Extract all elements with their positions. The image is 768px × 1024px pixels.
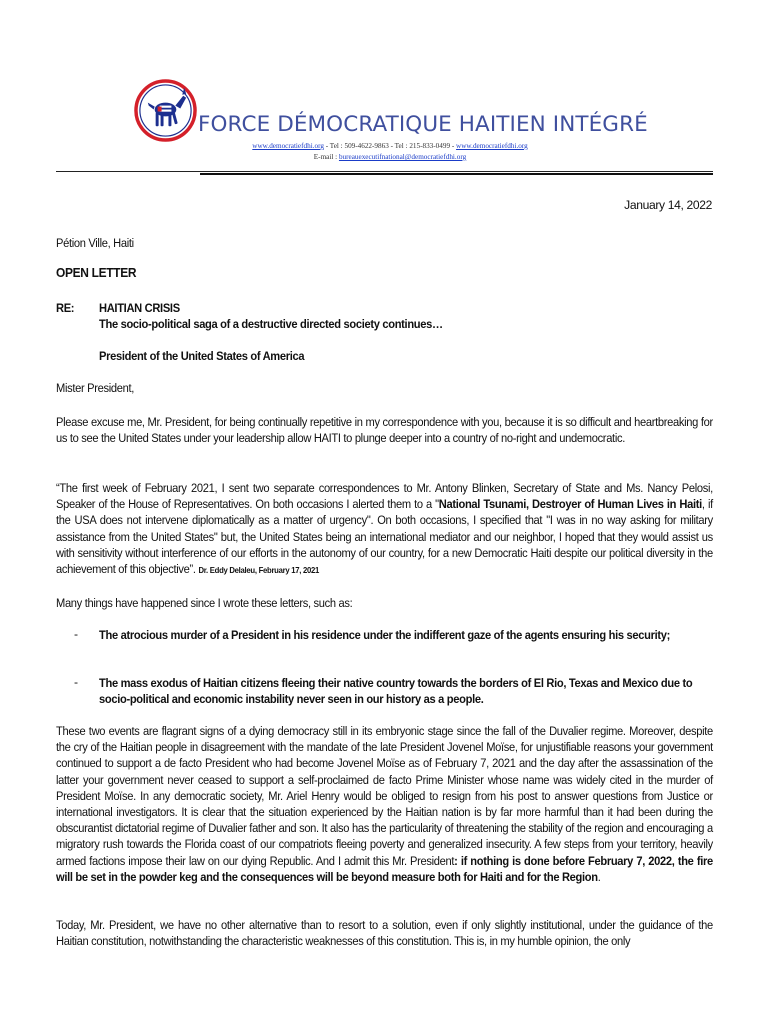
paragraph-2-text-b: , if the USA does not intervene diplomatically as a matter of urgency". On both occasions, I specified that "I was in no way asking for military assistance from the United States" but, the United States being an international mediator and our neighbor, I hoped that they would assist us with sensitivity without interference of our efforts in the autonomy of our country, for a new Democratic Haiti despite our political diversity in the achievement of this objective”. [56,497,713,577]
letter-date: January 14, 2022 [624,198,712,212]
list-item: The mass exodus of Haitian citizens fleeing their native country towards the borders of El Rio, Texas and Mexico due to socio-political and economic instability never seen in our history as a people. [99,676,693,707]
paragraph-4-emphasis: : if nothing is done before February 7, 2022, the fire will be set in the powder keg and the consequences will be beyond measure both for Haiti and for the Region [56,853,713,884]
paragraph-2-text-a: “The first week of February 2021, I sent two separate correspondences to Mr. Antony Blinken, Secretary of State and Ms. Nancy Pelosi, Speaker of the House of Representatives. On both occasions I alerted them to a " [56,481,713,512]
letterhead-divider-bold [200,173,713,175]
website-link-2[interactable]: www.democratiefdhi.org [456,142,528,150]
paragraph-4-text-a: These two events are flagrant signs of a dying democracy still in its embryonic stage since the fall of the Duvalier regime. Moreover, despite the cry of the Haitian people in disagreement with the mandate of the late President Jovenel Moïse, for unjustifiable reasons your government continued to support a de facto President who had become Jovenel Moïse as of February 7, 2021 and the day after the assassination of the latter your government never ceased to support a self-proclaimed de facto Prime Minister whose name was widely cited in the murder of President Moïse. In any democratic society, Mr. Ariel Henry would be obliged to resign from his post to answer questions from Justice or international investigators. It is clear that the situation experienced by the Haitian nation is by far more harmful than it had been during the obscurantist dictatorial regime of Duvalier father and son. It also has the particularity of threatening the stability of the region and encouraging a migratory rush towards the Florida coast of our compatriots fleeing poverty and generalized insecurity. A few steps from your territory, heavily armed factions impose their law on our dying Republic. And I admit this Mr. President [56,724,713,868]
email-link[interactable]: bureauexecutifnational@democratiefdhi.org [338,153,467,161]
letter-place: Pétion Ville, Haiti [56,236,134,250]
phone-2: Tel : 215-833-0499 - [394,142,457,150]
email-line [6,153,768,161]
contact-line [6,142,768,150]
quote-attribution: Dr. Eddy Delaleu, February 17, 2021 [198,565,319,576]
paragraph-4-text-b: . [597,869,601,884]
organization-name: FORCE DÉMOCRATIQUE HAITIEN INTÉGRÉ [198,112,648,137]
organization-logo-icon [134,79,197,142]
paragraph-2 [56,480,713,578]
website-link[interactable]: www.democratiefdhi.org [252,142,324,150]
paragraph-5: Today, Mr. President, we have no other alternative than to resort to a solution, even if only slightly institutional, under the guidance of the Haitian constitution, notwithstanding the characteristic weaknesses of this constitution. This is, in my humble opinion, the only [56,918,713,949]
paragraph-3: Many things have happened since I wrote these letters, such as: [56,596,353,610]
list-item: The atrocious murder of a President in his residence under the indifferent gaze of the agents ensuring his security; [99,628,671,642]
paragraph-4 [56,723,713,885]
letter-recipient: President of the United States of America [99,349,305,364]
paragraph-2-emphasis: National Tsunami, Destroyer of Human Lives in Haiti [438,497,702,512]
re-subtitle: The socio-political saga of a destructive directed society continues… [99,317,443,332]
re-block [99,300,714,365]
email-label: E-mail : [313,153,339,161]
phone-1: - Tel : 509-4622-9863 - [323,142,395,150]
re-label: RE: [56,301,75,315]
bullet-marker: - [74,675,79,689]
letterhead-divider [56,171,713,172]
paragraph-1: Please excuse me, Mr. President, for being continually repetitive in my correspondence with you, because it is so difficult and heartbreaking for us to see the United States under your leadership allow HAITI to plunge deeper into a country of no-right and undemocratic. [56,415,713,446]
letter-heading: OPEN LETTER [56,265,137,280]
salutation: Mister President, [56,381,135,395]
bullet-marker: - [74,627,79,641]
re-subject: HAITIAN CRISIS [99,301,180,315]
